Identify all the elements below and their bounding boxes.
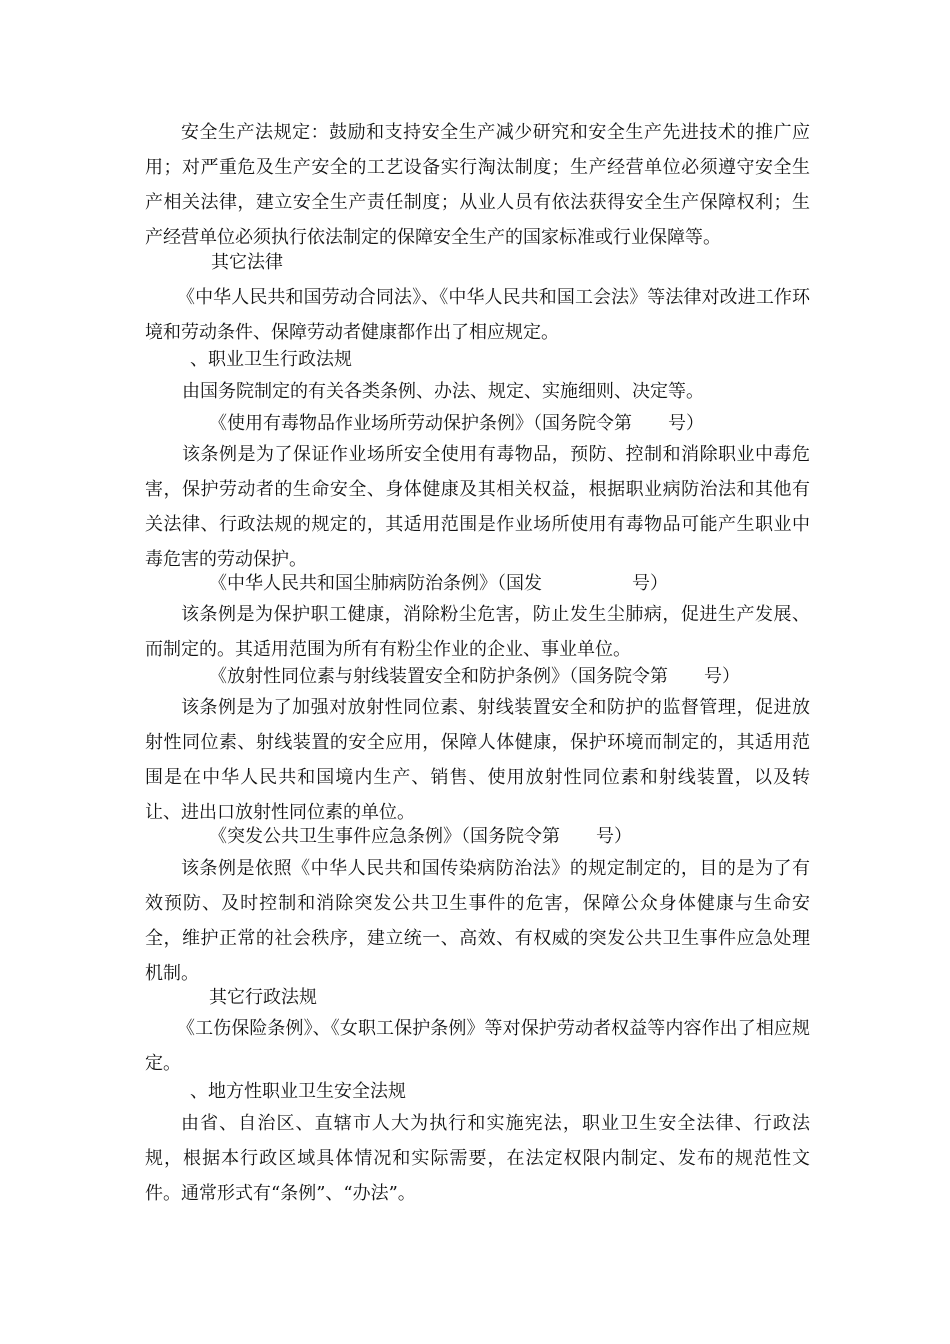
paragraph-safety-law: 安全生产法规定：鼓励和支持安全生产减少研究和安全生产先进技术的推广应用；对严重危及生产安全的工艺设备实行淘汰制度；生产经营单位必须遵守安全生产相关法律，建立安全生产责任制度；从业人员有依法获得安全生产保障权利；生产经营单位必须执行依法制定的保障安全生产的国家标准或行业保障等。 — [145, 122, 810, 248]
paragraph-admin-regulations: 由国务院制定的有关各类条例、办法、规定、实施细则、决定等。 — [182, 381, 704, 402]
paragraph-other-laws: 《中华人民共和国劳动合同法》、《中华人民共和国工会法》等法律对改进工作环境和劳动条件、保障劳动者健康都作出了相应规定。 — [145, 287, 810, 343]
heading-other-laws: 其它法律 — [211, 252, 283, 273]
heading-toxic-substances-regulation: 《使用有毒物品作业场所劳动保护条例》（国务院令第 号） — [209, 413, 704, 434]
heading-admin-regulations: 、职业卫生行政法规 — [190, 349, 352, 370]
heading-local-regulations: 、地方性职业卫生安全法规 — [190, 1081, 406, 1102]
paragraph-local-regulations: 由省、自治区、直辖市人大为执行和实施宪法，职业卫生安全法律、行政法规，根据本行政区域具体情况和实际需要，在法定权限内制定、发布的规范性文件。通常形式有“条例”、“办法”。 — [145, 1113, 810, 1204]
heading-radioactive-regulation: 《放射性同位素与射线装置安全和防护条例》（国务院令第 号） — [209, 666, 740, 687]
paragraph-public-health-emergency-regulation: 该条例是依照《中华人民共和国传染病防治法》的规定制定的，目的是为了有效预防、及时控制和消除突发公共卫生事件的危害，保障公众身体健康与生命安全，维护正常的社会秩序，建立统一、高效、有权威的突发公共卫生事件应急处理机制。 — [145, 858, 810, 984]
paragraph-toxic-substances-regulation: 该条例是为了保证作业场所安全使用有毒物品，预防、控制和消除职业中毒危害，保护劳动者的生命安全、身体健康及其相关权益，根据职业病防治法和其他有关法律、行政法规的规定的，其适用范围是作业场所使用有毒物品可能产生职业中毒危害的劳动保护。 — [145, 444, 810, 570]
paragraph-other-admin-regulations: 《工伤保险条例》、《女职工保护条例》等对保护劳动者权益等内容作出了相应规定。 — [145, 1018, 810, 1074]
heading-pneumoconiosis-regulation: 《中华人民共和国尘肺病防治条例》（国发 号） — [209, 573, 668, 594]
heading-public-health-emergency-regulation: 《突发公共卫生事件应急条例》（国务院令第 号） — [209, 826, 632, 847]
paragraph-pneumoconiosis-regulation: 该条例是为保护职工健康，消除粉尘危害，防止发生尘肺病，促进生产发展、而制定的。其适用范围为所有有粉尘作业的企业、事业单位。 — [145, 604, 810, 660]
heading-other-admin-regulations: 其它行政法规 — [209, 987, 317, 1008]
paragraph-radioactive-regulation: 该条例是为了加强对放射性同位素、射线装置安全和防护的监督管理，促进放射性同位素、射线装置的安全应用，保障人体健康，保护环境而制定的，其适用范围是在中华人民共和国境内生产、销售、使用放射性同位素和射线装置，以及转让、进出口放射性同位素的单位。 — [145, 697, 810, 823]
